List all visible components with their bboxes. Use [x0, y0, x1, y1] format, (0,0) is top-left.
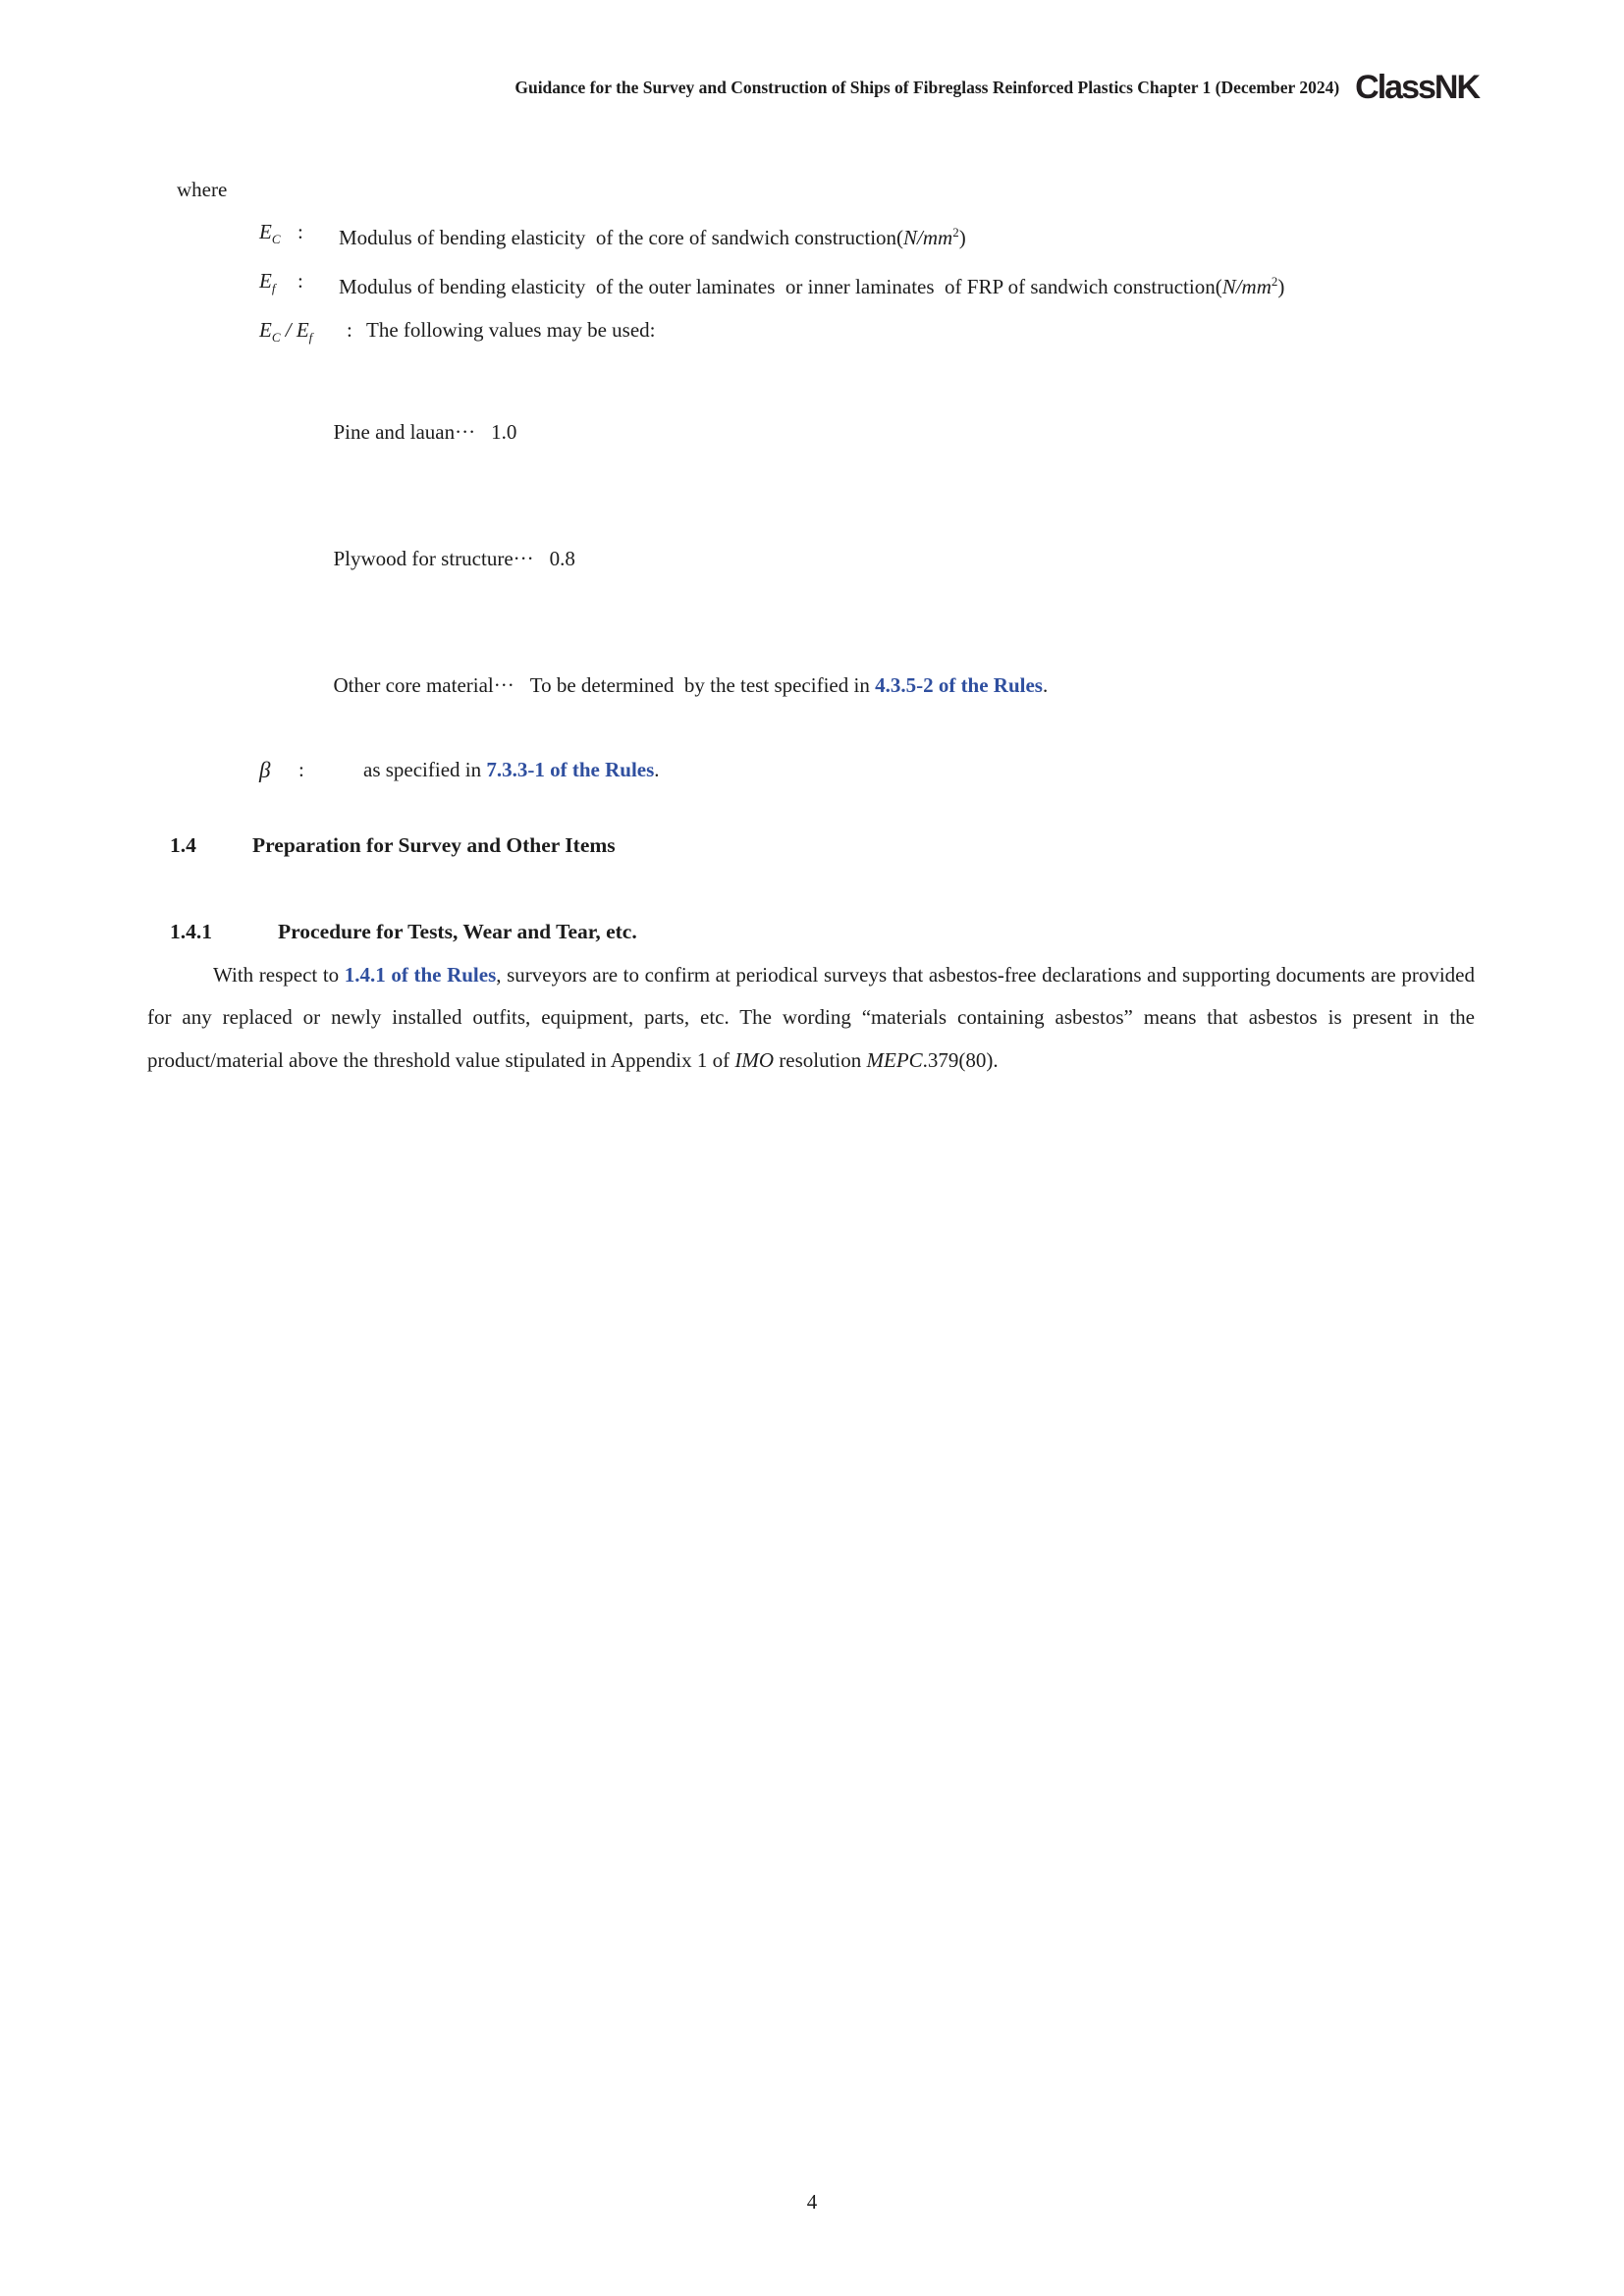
definition-text-ec: [339, 211, 966, 260]
ratio-sub2: f: [308, 330, 313, 346]
definition-text-ef-close: ): [1277, 275, 1285, 299]
definition-text-ef: [339, 260, 1284, 309]
rule-link-7331[interactable]: 7.3.3-1 of the Rules: [486, 757, 655, 781]
definition-colon: :: [347, 318, 352, 343]
definition-colon: :: [298, 269, 303, 294]
definition-colon: :: [298, 757, 304, 781]
page-header: [147, 71, 1479, 104]
core-item-other: [147, 622, 1475, 749]
beta-period: .: [654, 757, 660, 781]
definition-row-ec: [147, 211, 1475, 260]
unit-nmm: N/mm: [1221, 275, 1272, 299]
core-item-pine-value: 1.0: [491, 419, 517, 444]
definition-text-ratio: The following values may be used:: [366, 318, 656, 343]
core-item-pine-label: Pine and lauan···: [333, 419, 476, 444]
definition-text-ec-desc: Modulus of bending elasticity of the core of sandwich construction(: [339, 226, 904, 249]
where-label: where: [177, 178, 228, 201]
subsection-heading-1-4-1: [147, 917, 1475, 946]
definition-row-beta: [147, 749, 1475, 791]
core-item-other-text: To be determined by the test specified in: [529, 672, 876, 697]
paragraph-mid: resolution: [774, 1047, 867, 1072]
symbol-ec-main: E: [259, 220, 272, 243]
unit-superscript: 2: [952, 225, 959, 240]
rule-link-141[interactable]: 1.4.1 of the Rules: [344, 962, 497, 987]
symbol-beta: β: [259, 757, 271, 782]
paragraph-lead: With respect to: [213, 962, 345, 987]
core-item-other-period: .: [1042, 672, 1049, 697]
paragraph-tail: .379(80).: [922, 1047, 999, 1072]
core-item-plywood-value: 0.8: [549, 546, 575, 570]
definition-colon: :: [298, 220, 303, 243]
definition-text-ec-close: ): [958, 226, 966, 249]
ratio-e2: E: [296, 318, 309, 343]
definition-text-ef-desc: Modulus of bending elasticity of the outer laminates or inner laminates of FRP of sandwich construction(: [339, 275, 1222, 299]
definition-row-ratio: [147, 309, 1475, 358]
ratio-sub1: C: [271, 330, 281, 346]
core-item-plywood-label: Plywood for structure···: [333, 546, 534, 570]
symbol-ec-sub: C: [271, 232, 281, 247]
indent-spacer: [147, 260, 259, 309]
definition-text-beta: [363, 749, 660, 791]
indent-spacer: [147, 211, 259, 260]
core-item-pine: [147, 369, 1475, 496]
mepc-italic: MEPC: [866, 1047, 923, 1072]
beta-lead-text: as specified in: [363, 757, 487, 781]
imo-italic: IMO: [734, 1047, 775, 1072]
core-item-plywood: [147, 496, 1475, 622]
subsection-title: Procedure for Tests, Wear and Tear, etc.: [278, 919, 637, 943]
document-body: [147, 169, 1475, 1082]
document-title: Guidance for the Survey and Construction of Ships of Fibreglass Reinforced Plastics Chapter 1 (December 2024): [514, 77, 1340, 97]
section-title: Preparation for Survey and Other Items: [252, 832, 616, 857]
indent-spacer: [147, 749, 259, 791]
symbol-ec: [259, 211, 298, 260]
symbol-ef-main: E: [259, 269, 272, 294]
indent-spacer: [147, 309, 259, 358]
symbol-ef-sub: f: [271, 281, 276, 296]
page-number: 4: [806, 2190, 818, 2214]
subsection-number: 1.4.1: [170, 919, 212, 943]
section-heading-1-4: [147, 830, 1475, 860]
section-number: 1.4: [170, 832, 196, 857]
body-paragraph: [147, 954, 1475, 1083]
ratio-slash: /: [280, 318, 297, 343]
paragraph-body: , surveyors are to confirm at periodical surveys that asbestos-free declarations and supporting documents are provided for any replaced or newly installed outfits, equipment, parts, etc. The wording “materials containing asbestos” means that asbestos is present in the product/material above the threshold value stipulated in Appendix 1 of: [147, 962, 1475, 1072]
ratio-e1: E: [259, 318, 272, 343]
classnk-logo: ClassNK: [1355, 69, 1479, 106]
definition-row-ef: [147, 260, 1475, 309]
rule-link-4352[interactable]: 4.3.5-2 of the Rules: [875, 672, 1043, 697]
unit-superscript: 2: [1271, 274, 1278, 290]
unit-nmm: N/mm: [903, 226, 953, 249]
symbol-ef: [259, 260, 298, 309]
core-material-list: [147, 369, 1475, 749]
symbol-ec-ef-ratio: [259, 309, 347, 358]
core-item-other-label: Other core material···: [333, 672, 514, 697]
